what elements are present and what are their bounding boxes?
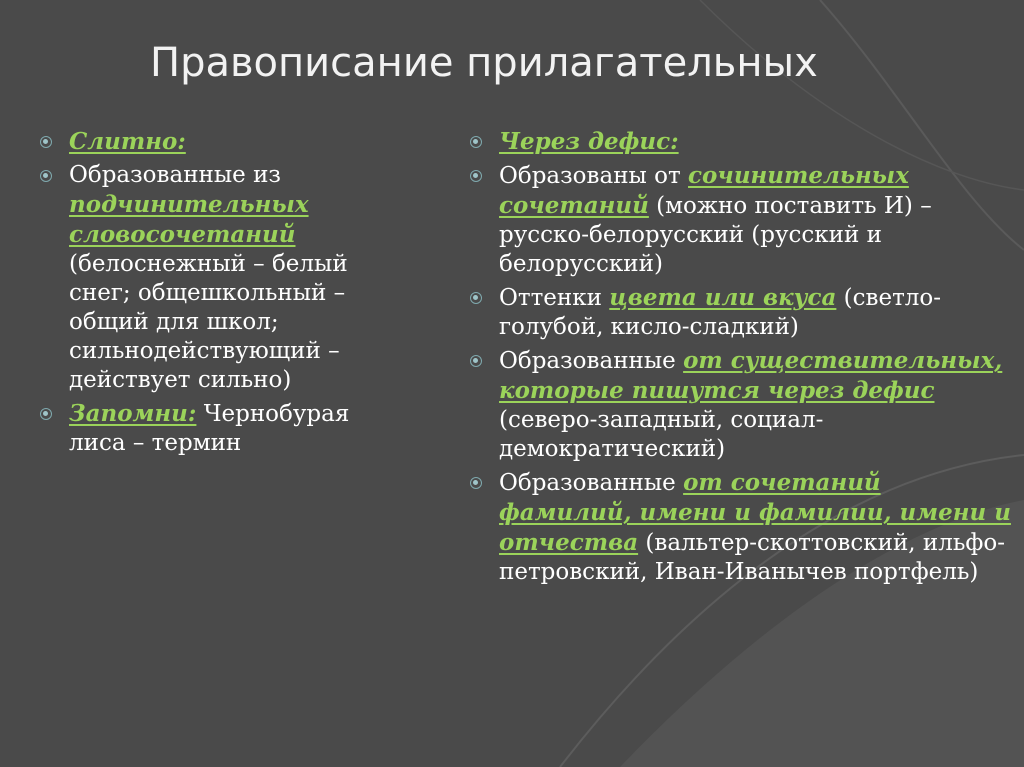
- bullet-icon: [40, 136, 52, 148]
- right-column: [470, 127, 1015, 591]
- heading-hyphen: Через дефис:: [499, 128, 679, 155]
- item-text: Образованные: [499, 348, 684, 374]
- bullet-icon: [40, 408, 52, 420]
- item-text: (белоснежный – белый снег; общешкольный – общий для школ; сильнодействующий – действует сильно): [69, 251, 348, 393]
- heading-together: Слитно:: [69, 128, 186, 155]
- list-item: [40, 127, 400, 157]
- highlight-text: подчинительных словосочетаний: [69, 191, 309, 248]
- item-text: (можно поставить И) – русско-белорусский (русский и белорусский): [499, 193, 932, 277]
- bullet-icon: [40, 170, 52, 182]
- bullet-icon: [470, 170, 482, 182]
- highlight-text: от существительных, которые пишутся через дефис: [499, 347, 1003, 404]
- item-text: (северо-западный, социал-демократический): [499, 407, 824, 462]
- highlight-text: Запомни:: [69, 400, 197, 427]
- list-item: [470, 161, 1015, 279]
- item-text: Образованные из: [69, 162, 281, 188]
- list-item: [470, 127, 1015, 157]
- item-text: (вальтер-скоттовский, ильфо-петровский, Иван-Иванычев портфель): [499, 530, 1005, 585]
- left-column: [40, 127, 400, 462]
- list-item: [470, 346, 1015, 464]
- item-text: Оттенки: [499, 285, 610, 311]
- highlight-text: от сочетаний фамилий, имени и фамилии, имени и отчества: [499, 469, 1011, 556]
- slide-title: Правописание прилагательных: [150, 40, 818, 86]
- bullet-icon: [470, 292, 482, 304]
- highlight-text: сочинительных сочетаний: [499, 162, 909, 219]
- item-text: Образованы от: [499, 163, 689, 189]
- bullet-icon: [470, 136, 482, 148]
- list-item: [40, 399, 400, 458]
- list-item: [40, 161, 400, 395]
- bullet-icon: [470, 477, 482, 489]
- list-item: [470, 283, 1015, 342]
- highlight-text: цвета или вкуса: [609, 284, 837, 311]
- list-item: [470, 468, 1015, 587]
- item-text: Образованные: [499, 470, 684, 496]
- bullet-icon: [470, 355, 482, 367]
- item-text: Чернобурая лиса – термин: [69, 401, 350, 456]
- item-text: (светло-голубой, кисло-сладкий): [499, 285, 942, 340]
